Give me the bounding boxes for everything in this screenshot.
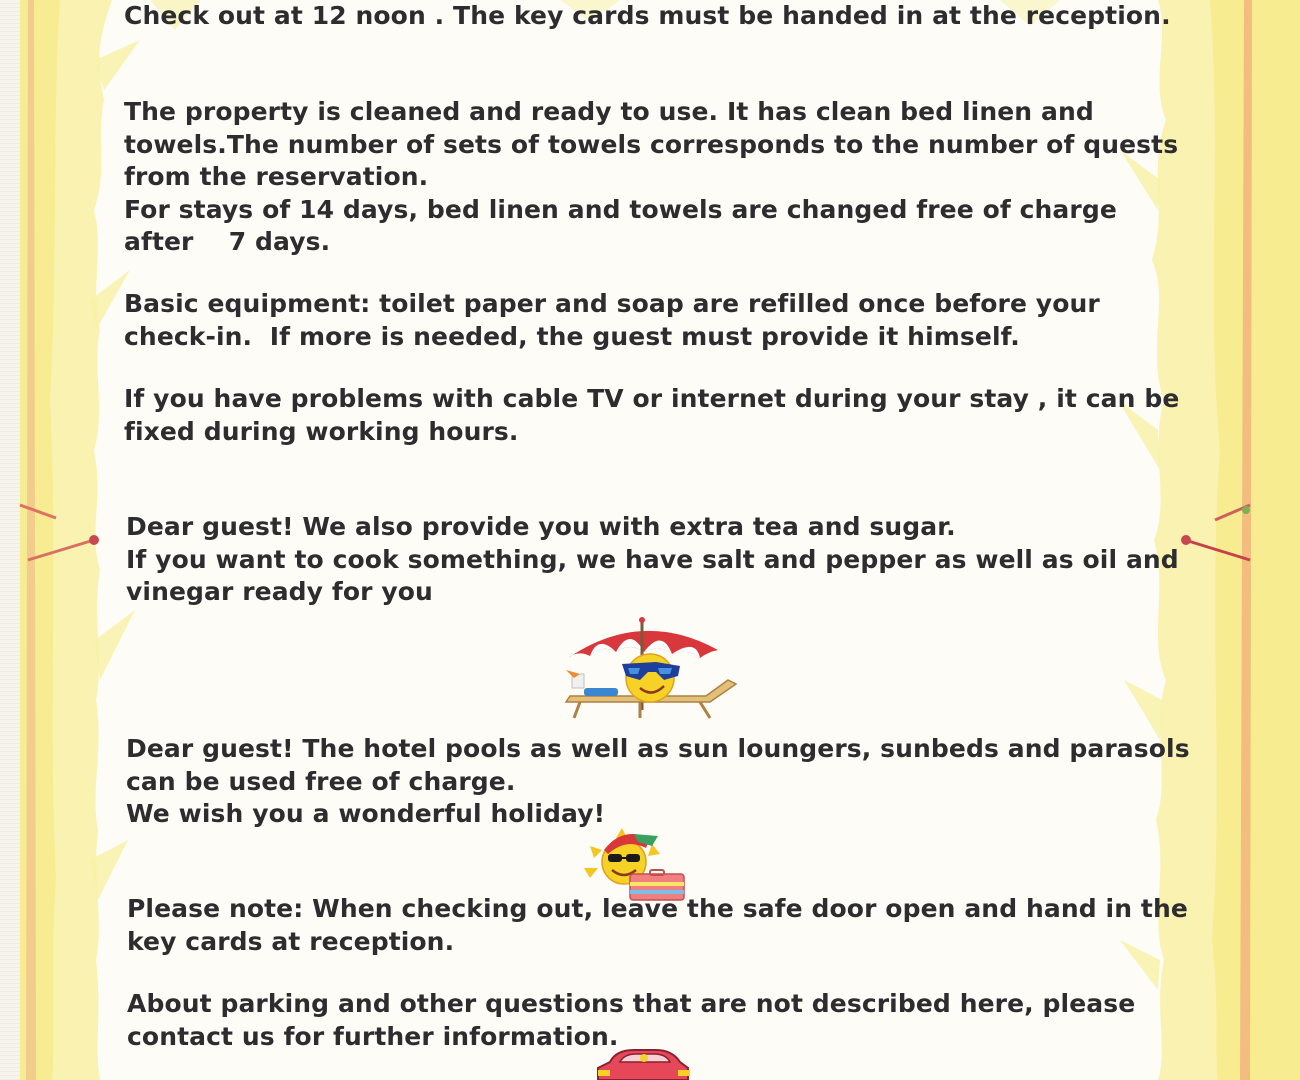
pools-paragraph	[126, 733, 1190, 831]
tea-line: Dear guest! We also provide you with extra tea and sugar.	[126, 512, 956, 541]
checkout-line: Check out at 12 noon . The key cards must be handed in at the reception.	[124, 1, 1171, 30]
safe-line: Please note: When checking out, leave the safe door open and hand in the	[127, 894, 1188, 923]
safe-line: key cards at reception.	[127, 926, 455, 956]
linen-paragraph	[124, 96, 1178, 259]
linen-line: after 7 days.	[124, 227, 331, 256]
pools-line: can be used free of charge.	[126, 766, 516, 796]
smiling-sun-suitcase-icon	[582, 824, 688, 902]
tea-line: vinegar ready for you	[126, 577, 433, 606]
tv-line: fixed during working hours.	[124, 416, 519, 446]
tea-paragraph	[126, 511, 1179, 609]
linen-line: For stays of 14 days, bed linen and towels are changed free of charge	[124, 194, 1117, 224]
parking-line: contact us for further information.	[127, 1021, 619, 1051]
equipment-line: check-in. If more is needed, the guest must provide it himself.	[124, 321, 1020, 351]
pools-line: Dear guest! The hotel pools as well as sun loungers, sunbeds and parasols	[126, 734, 1190, 763]
car-icon	[594, 1048, 694, 1080]
equipment-paragraph	[124, 288, 1100, 353]
tv-line: If you have problems with cable TV or internet during your stay , it can be	[124, 384, 1180, 413]
pools-line: We wish you a wonderful holiday!	[126, 799, 606, 828]
checkout-paragraph	[124, 0, 1171, 33]
linen-line: The property is cleaned and ready to use. It has clean bed linen and	[124, 97, 1094, 126]
parking-line: About parking and other questions that are not described here, please	[127, 989, 1136, 1018]
safe-paragraph	[127, 893, 1188, 958]
equipment-line: Basic equipment: toilet paper and soap are refilled once before your	[124, 289, 1100, 318]
tv-paragraph	[124, 383, 1179, 448]
linen-line: towels.The number of sets of towels corresponds to the number of quests	[124, 129, 1179, 159]
beach-lounger-sun-icon	[560, 614, 744, 722]
linen-line: from the reservation.	[124, 162, 429, 191]
tea-line: If you want to cook something, we have salt and pepper as well as oil and	[126, 544, 1179, 574]
parking-paragraph	[127, 988, 1135, 1053]
